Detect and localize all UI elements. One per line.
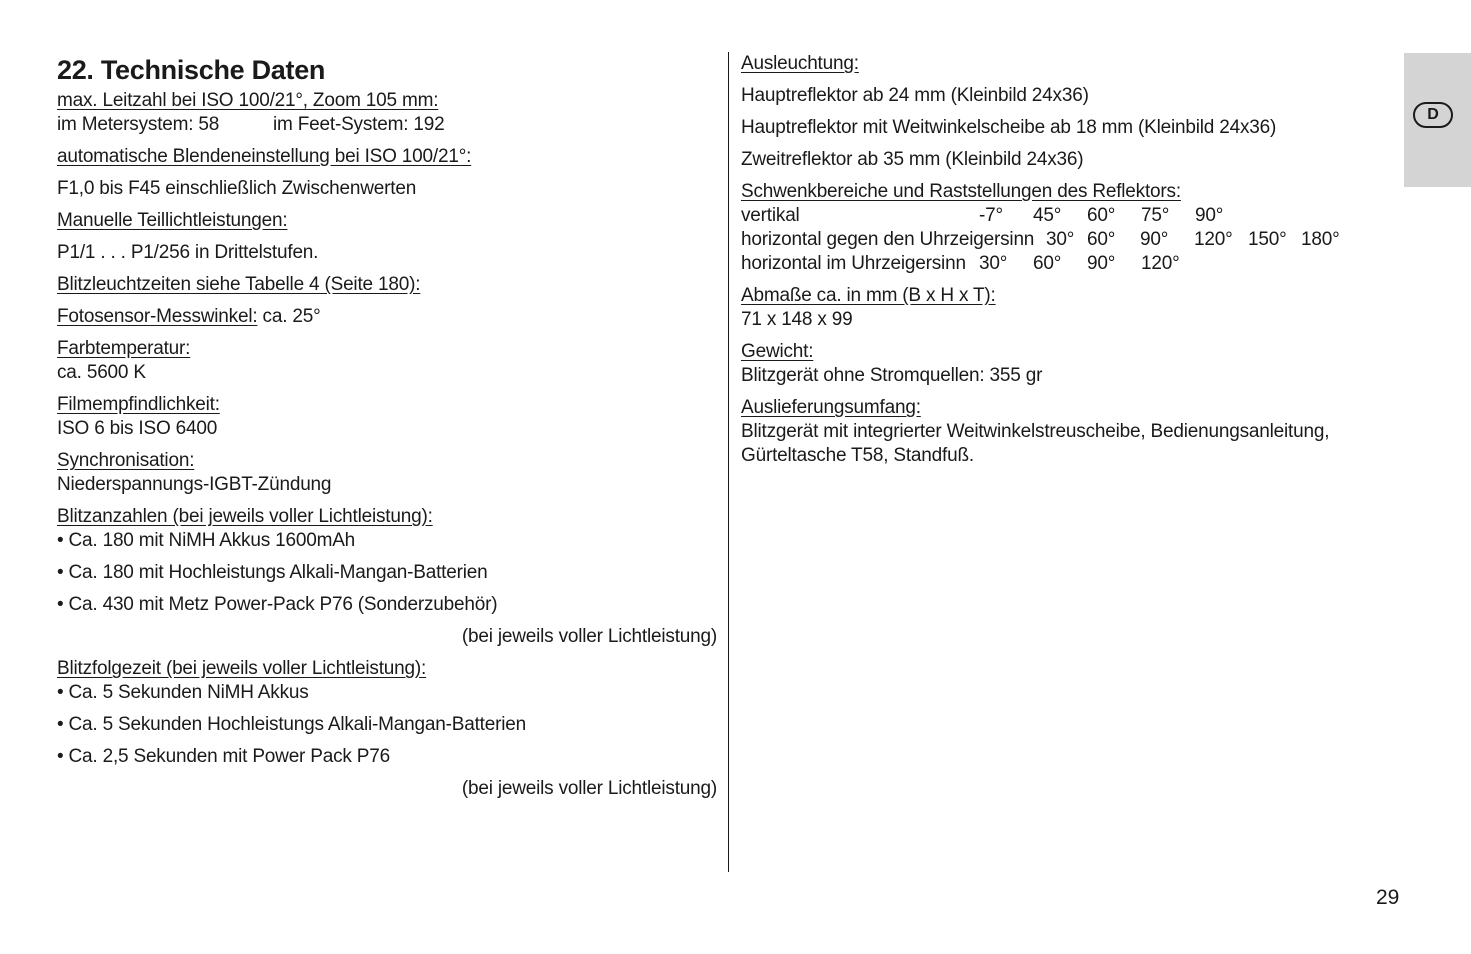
angle-value: 60°	[1087, 229, 1116, 250]
gewicht-label: Gewicht:	[741, 341, 814, 362]
hiu-label: horizontal im Uhrzeigersinn	[741, 253, 966, 274]
foto-line	[57, 305, 717, 329]
angle-value: 180°	[1301, 229, 1340, 250]
aus-label: Ausleuchtung:	[741, 53, 859, 74]
column-divider	[728, 52, 729, 872]
angle-value: 150°	[1248, 229, 1287, 250]
folge-note: (bei jeweils voller Lichtleistung)	[461, 778, 717, 799]
aus-item: Hauptreflektor ab 24 mm (Kleinbild 24x36)	[741, 85, 1089, 106]
leitzahl-meter: im Metersystem: 58	[57, 114, 220, 135]
angle-value: 45°	[1033, 205, 1062, 226]
folge-item: • Ca. 5 Sekunden NiMH Akkus	[57, 682, 309, 703]
page-number: 29	[1376, 886, 1400, 909]
angle-value: 60°	[1033, 253, 1062, 274]
mass-label: Abmaße ca. in mm (B x H x T):	[741, 285, 996, 306]
left-column	[57, 52, 717, 801]
anzahl-label: Blitzanzahlen (bei jeweils voller Lichtleistung):	[57, 506, 433, 527]
aus-item: Hauptreflektor mit Weitwinkelscheibe ab 18 mm (Kleinbild 24x36)	[741, 117, 1277, 138]
blende-value: F1,0 bis F45 einschließlich Zwischenwerten	[57, 178, 417, 199]
liefer-line: Gürteltasche T58, Standfuß.	[741, 445, 974, 466]
angle-value: 120°	[1141, 253, 1180, 274]
sync-value: Niederspannungs-IGBT-Zündung	[57, 474, 332, 495]
farb-value: ca. 5600 K	[57, 362, 146, 383]
anzahl-item: • Ca. 180 mit NiMH Akkus 1600mAh	[57, 530, 356, 551]
right-column	[741, 52, 1381, 468]
leitzahl-feet: im Feet-System: 192	[273, 114, 445, 135]
anzahl-item: • Ca. 180 mit Hochleistungs Alkali-Mangan-Batterien	[57, 562, 488, 583]
mass-value: 71 x 148 x 99	[741, 309, 853, 330]
leitzahl-label: max. Leitzahl bei ISO 100/21°, Zoom 105 mm:	[57, 90, 439, 111]
page-title: 22. Technische Daten	[57, 55, 326, 85]
liefer-label: Auslieferungsumfang:	[741, 397, 921, 418]
angle-value: 90°	[1195, 205, 1224, 226]
aus-item: Zweitreflektor ab 35 mm (Kleinbild 24x36)	[741, 149, 1084, 170]
language-badge: D	[1413, 102, 1453, 128]
angle-value: 120°	[1194, 229, 1233, 250]
hgu-label: horizontal gegen den Uhrzeigersinn	[741, 229, 1035, 250]
angle-value: 90°	[1087, 253, 1116, 274]
sync-label: Synchronisation:	[57, 450, 195, 471]
blende-label: automatische Blendeneinstellung bei ISO 100/21°:	[57, 146, 472, 167]
angle-value: 60°	[1087, 205, 1116, 226]
angle-value: 75°	[1141, 205, 1170, 226]
foto-value: ca. 25°	[257, 306, 321, 327]
folge-item: • Ca. 2,5 Sekunden mit Power Pack P76	[57, 746, 390, 767]
anzahl-note: (bei jeweils voller Lichtleistung)	[461, 626, 717, 647]
schwenk-label: Schwenkbereiche und Raststellungen des Reflektors:	[741, 181, 1181, 202]
angle-value: 30°	[979, 253, 1008, 274]
angle-value: 30°	[1046, 229, 1075, 250]
anzahl-item: • Ca. 430 mit Metz Power-Pack P76 (Sonderzubehör)	[57, 594, 498, 615]
gewicht-value: Blitzgerät ohne Stromquellen: 355 gr	[741, 365, 1043, 386]
vertikal-label: vertikal	[741, 205, 800, 226]
hgu-row	[741, 228, 1381, 252]
angle-value: -7°	[979, 205, 1003, 226]
folge-label: Blitzfolgezeit (bei jeweils voller Lichtleistung):	[57, 658, 427, 679]
teil-value: P1/1 . . . P1/256 in Drittelstufen.	[57, 242, 319, 263]
liefer-line: Blitzgerät mit integrierter Weitwinkelstreuscheibe, Bedienungsanleitung,	[741, 421, 1330, 442]
teil-label: Manuelle Teillichtleistungen:	[57, 210, 288, 231]
vertikal-row	[741, 204, 1381, 228]
leitzahl-values	[57, 113, 717, 137]
hiu-row	[741, 252, 1381, 276]
folge-item: • Ca. 5 Sekunden Hochleistungs Alkali-Mangan-Batterien	[57, 714, 527, 735]
farb-label: Farbtemperatur:	[57, 338, 191, 359]
angle-value: 90°	[1140, 229, 1169, 250]
film-label: Filmempfindlichkeit:	[57, 394, 220, 415]
leucht-label: Blitzleuchtzeiten siehe Tabelle 4 (Seite 180):	[57, 274, 421, 295]
foto-label: Fotosensor-Messwinkel:	[57, 306, 258, 327]
film-value: ISO 6 bis ISO 6400	[57, 418, 218, 439]
